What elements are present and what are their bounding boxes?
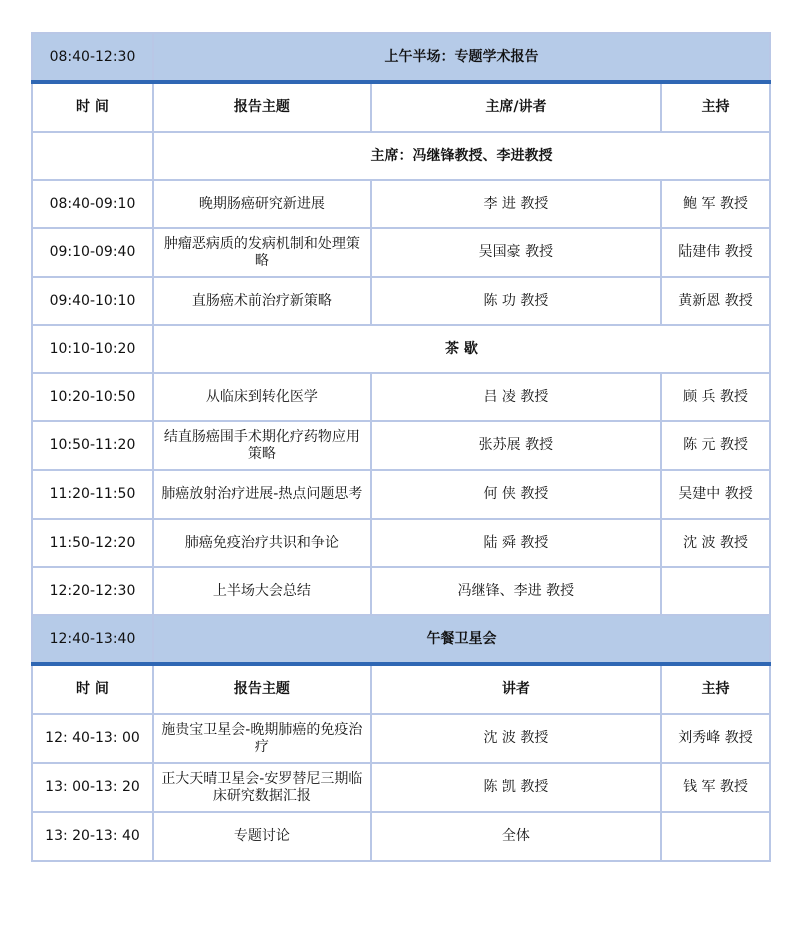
row-time: 10:20-10:50 <box>32 373 153 421</box>
row-host <box>661 812 770 861</box>
row-host: 黄新恩 教授 <box>661 277 770 325</box>
col-topic-header: 报告主题 <box>153 82 371 132</box>
table-row <box>32 421 770 470</box>
break-row <box>32 325 770 373</box>
row-host: 刘秀峰 教授 <box>661 714 770 763</box>
table-row <box>32 277 770 325</box>
row-host: 顾 兵 教授 <box>661 373 770 421</box>
row-speaker: 沈 波 教授 <box>371 714 661 763</box>
chair-row <box>32 132 770 180</box>
row-host: 钱 军 教授 <box>661 763 770 812</box>
row-time: 11:50-12:20 <box>32 519 153 567</box>
section-time: 12:40-13:40 <box>32 615 153 664</box>
column-header-row <box>32 82 770 132</box>
row-host: 沈 波 教授 <box>661 519 770 567</box>
row-speaker: 陈 功 教授 <box>371 277 661 325</box>
row-time: 10:50-11:20 <box>32 421 153 470</box>
row-topic: 正大天晴卫星会-安罗替尼三期临床研究数据汇报 <box>153 763 371 812</box>
row-speaker: 陈 凯 教授 <box>371 763 661 812</box>
row-time: 08:40-09:10 <box>32 180 153 228</box>
table-row <box>32 567 770 615</box>
table-row <box>32 470 770 519</box>
row-time: 12: 40-13: 00 <box>32 714 153 763</box>
table-row <box>32 228 770 277</box>
col-time-header: 时 间 <box>32 664 153 714</box>
col-host-header: 主持 <box>661 82 770 132</box>
table-row <box>32 373 770 421</box>
row-topic: 晚期肠癌研究新进展 <box>153 180 371 228</box>
col-host-header: 主持 <box>661 664 770 714</box>
row-host: 吴建中 教授 <box>661 470 770 519</box>
row-time: 09:10-09:40 <box>32 228 153 277</box>
row-speaker: 何 侠 教授 <box>371 470 661 519</box>
row-host: 陈 元 教授 <box>661 421 770 470</box>
row-topic: 结直肠癌围手术期化疗药物应用策略 <box>153 421 371 470</box>
section-header-morning <box>32 33 770 82</box>
row-topic: 肺癌免疫治疗共识和争论 <box>153 519 371 567</box>
table-row <box>32 714 770 763</box>
row-time: 13: 20-13: 40 <box>32 812 153 861</box>
row-speaker: 全体 <box>371 812 661 861</box>
row-speaker: 陆 舜 教授 <box>371 519 661 567</box>
break-time: 10:10-10:20 <box>32 325 153 373</box>
table-row <box>32 519 770 567</box>
col-topic-header: 报告主题 <box>153 664 371 714</box>
row-host: 陆建伟 教授 <box>661 228 770 277</box>
row-host <box>661 567 770 615</box>
col-speaker-header: 讲者 <box>371 664 661 714</box>
chair-text: 主席：冯继锋教授、李进教授 <box>153 132 770 180</box>
row-speaker: 张苏展 教授 <box>371 421 661 470</box>
section-title: 午餐卫星会 <box>153 615 770 664</box>
row-time: 13: 00-13: 20 <box>32 763 153 812</box>
row-topic: 施贵宝卫星会-晚期肺癌的免疫治疗 <box>153 714 371 763</box>
row-speaker: 李 进 教授 <box>371 180 661 228</box>
schedule-table <box>31 32 771 862</box>
section-title: 上午半场：专题学术报告 <box>153 33 770 82</box>
table-row <box>32 763 770 812</box>
row-time: 09:40-10:10 <box>32 277 153 325</box>
schedule <box>31 32 771 862</box>
row-topic: 从临床到转化医学 <box>153 373 371 421</box>
col-time-header: 时 间 <box>32 82 153 132</box>
row-time: 11:20-11:50 <box>32 470 153 519</box>
break-label: 茶 歇 <box>153 325 770 373</box>
section-header-lunch <box>32 615 770 664</box>
table-row <box>32 180 770 228</box>
row-speaker: 吴国豪 教授 <box>371 228 661 277</box>
table-row <box>32 812 770 861</box>
chair-time <box>32 132 153 180</box>
row-time: 12:20-12:30 <box>32 567 153 615</box>
column-header-row <box>32 664 770 714</box>
row-topic: 直肠癌术前治疗新策略 <box>153 277 371 325</box>
row-host: 鲍 军 教授 <box>661 180 770 228</box>
row-topic: 肺癌放射治疗进展-热点问题思考 <box>153 470 371 519</box>
col-speaker-header: 主席/讲者 <box>371 82 661 132</box>
row-topic: 上半场大会总结 <box>153 567 371 615</box>
row-topic: 专题讨论 <box>153 812 371 861</box>
row-speaker: 冯继锋、李进 教授 <box>371 567 661 615</box>
row-topic: 肿瘤恶病质的发病机制和处理策略 <box>153 228 371 277</box>
row-speaker: 吕 凌 教授 <box>371 373 661 421</box>
section-time: 08:40-12:30 <box>32 33 153 82</box>
